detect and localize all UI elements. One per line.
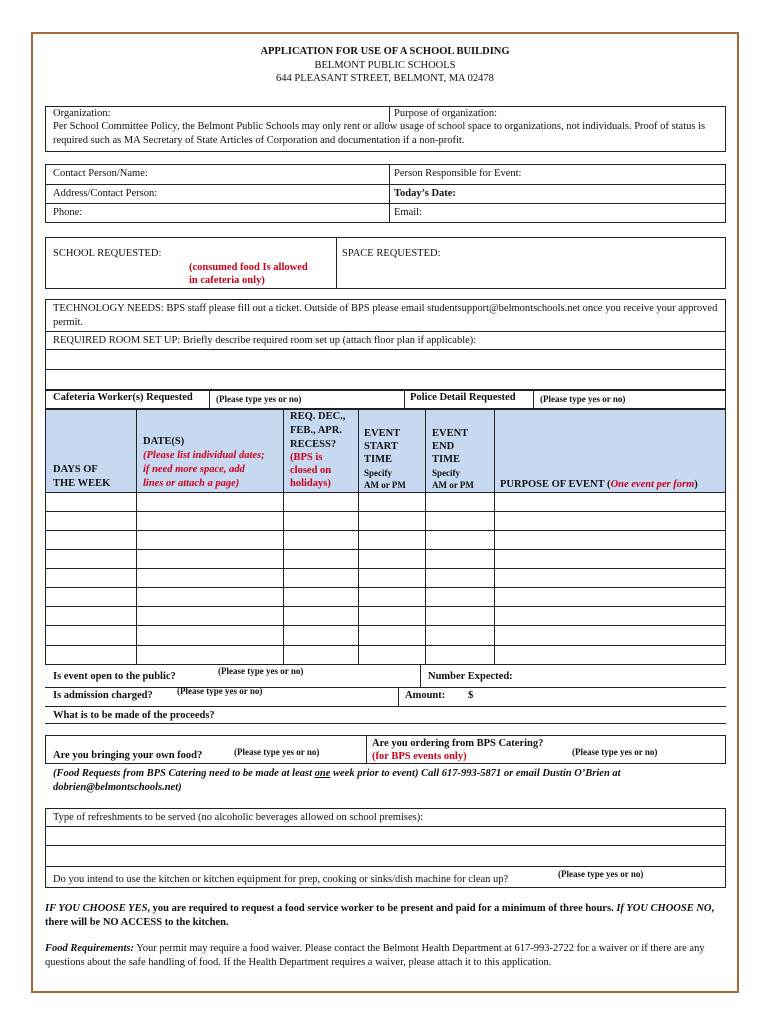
refreshments-label: Type of refreshments to be served (no alcoholic beverages allowed on school premises):: [53, 812, 424, 823]
catering-request-line1: (Food Requests from BPS Catering need to be made at least one week prior to event) Call 617-993-5871 or email Dustin O’Brien at: [53, 768, 621, 779]
start-header-line4: Specify: [364, 468, 392, 478]
dates-note-line2: if need more space, add: [143, 464, 245, 475]
room-setup-label: REQUIRED ROOM SET UP: Briefly describe required room set up (attach floor plan if applicable):: [53, 335, 477, 346]
district-address: 644 PLEASANT STREET, BELMONT, MA 02478: [276, 73, 494, 84]
start-header-line1: EVENT: [364, 428, 401, 439]
kitchen-notice: IF YOU CHOOSE YES, you are required to request a food service worker to be present and paid for a minimum of three hours. If YOU CHOOSE NO, there will be NO ACCESS to the kitchen.: [45, 903, 715, 928]
catering-note: (for BPS events only): [372, 751, 467, 762]
end-header-line4: Specify: [432, 468, 460, 478]
organization-field[interactable]: Organization:: [53, 108, 111, 119]
recess-header-line1: REQ. DEC.,: [290, 411, 346, 422]
school-box: [45, 237, 726, 289]
school-requested-field[interactable]: SCHOOL REQUESTED:: [53, 248, 162, 259]
contact-name-field[interactable]: Contact Person/Name:: [53, 168, 148, 179]
catering-label: Are you ordering from BPS Catering?: [372, 738, 544, 749]
proceeds-field[interactable]: What is to be made of the proceeds?: [53, 710, 215, 721]
public-event-label: Is event open to the public?: [53, 671, 176, 682]
dates-header: DATE(S): [143, 436, 185, 447]
food-requirements: Food Requirements: Your permit may require a food waiver. Please contact the Belmont Health Department at 617-993-2722 for a waiver or if there are any questions about the safe handling of food. If the Health Department requires a waiver, please attach it to this application.: [45, 943, 705, 968]
cafeteria-worker-label: Cafeteria Worker(s) Requested: [53, 392, 193, 403]
kitchen-label: Do you intend to use the kitchen or kitchen equipment for prep, cooking or sinks/dish machine for clean up?: [53, 874, 509, 885]
phone-field[interactable]: Phone:: [53, 207, 83, 218]
purpose-header-note: One event per form: [610, 479, 695, 490]
space-requested-field[interactable]: SPACE REQUESTED:: [342, 248, 441, 259]
catering-input[interactable]: (Please type yes or no): [572, 747, 658, 757]
cafeteria-note-line1: (consumed food Is allowed: [189, 262, 308, 273]
amount-label: Amount:: [405, 690, 446, 701]
own-food-input[interactable]: (Please type yes or no): [234, 747, 320, 757]
dates-note-line3: lines or attach a page): [143, 478, 240, 489]
address-field[interactable]: Address/Contact Person:: [53, 188, 158, 199]
recess-note-line3: holidays): [290, 478, 331, 489]
technology-needs: TECHNOLOGY NEEDS: BPS staff please fill out a ticket. Outside of BPS please email studentsupport@belmontschools.net once you receive your approved permit.: [53, 303, 718, 328]
district-name: BELMONT PUBLIC SCHOOLS: [314, 60, 456, 71]
own-food-label: Are you bringing your own food?: [53, 750, 203, 761]
catering-request-line2: dobrien@belmontschools.net): [53, 782, 182, 793]
public-event-input[interactable]: (Please type yes or no): [218, 666, 304, 676]
purpose-field[interactable]: Purpose of organization:: [394, 108, 498, 119]
end-header-line5: AM or PM: [432, 480, 474, 490]
recess-note-line1: (BPS is: [290, 452, 323, 463]
purpose-header: PURPOSE OF EVENT (One event per form): [500, 479, 698, 490]
todays-date-field[interactable]: Today’s Date:: [394, 188, 456, 199]
end-header-line1: EVENT: [432, 428, 469, 439]
email-field[interactable]: Email:: [394, 207, 422, 218]
start-header-line5: AM or PM: [364, 480, 406, 490]
police-detail-input[interactable]: (Please type yes or no): [540, 394, 626, 404]
end-header-line3: TIME: [432, 454, 461, 465]
policy-text: Per School Committee Policy, the Belmont Public Schools may only rent or allow usage of school space to organizations, not individuals. Proof of status is required such as MA Secretary of State Articles of Corporation and documentation if a non-profit.: [53, 121, 706, 146]
kitchen-input[interactable]: (Please type yes or no): [558, 869, 644, 879]
days-header-line1: DAYS OF: [53, 464, 98, 475]
police-detail-label: Police Detail Requested: [410, 392, 516, 403]
recess-header-line2: FEB., APR.: [290, 425, 342, 436]
number-expected-field[interactable]: Number Expected:: [428, 671, 513, 682]
end-header-line2: END: [432, 441, 455, 452]
recess-header-line3: RECESS?: [290, 439, 337, 450]
admission-label: Is admission charged?: [53, 690, 153, 701]
days-header-line2: THE WEEK: [53, 478, 111, 489]
recess-note-line2: closed on: [290, 465, 332, 476]
start-header-line3: TIME: [364, 454, 393, 465]
dates-note-line1: (Please list individual dates;: [143, 450, 265, 461]
start-header-line2: START: [364, 441, 398, 452]
amount-field[interactable]: $: [468, 690, 474, 701]
responsible-person-field[interactable]: Person Responsible for Event:: [394, 168, 522, 179]
cafeteria-note-line2: in cafeteria only): [189, 275, 265, 286]
admission-input[interactable]: (Please type yes or no): [177, 686, 263, 696]
cafeteria-worker-input[interactable]: (Please type yes or no): [216, 394, 302, 404]
form-title: APPLICATION FOR USE OF A SCHOOL BUILDING: [260, 46, 510, 57]
